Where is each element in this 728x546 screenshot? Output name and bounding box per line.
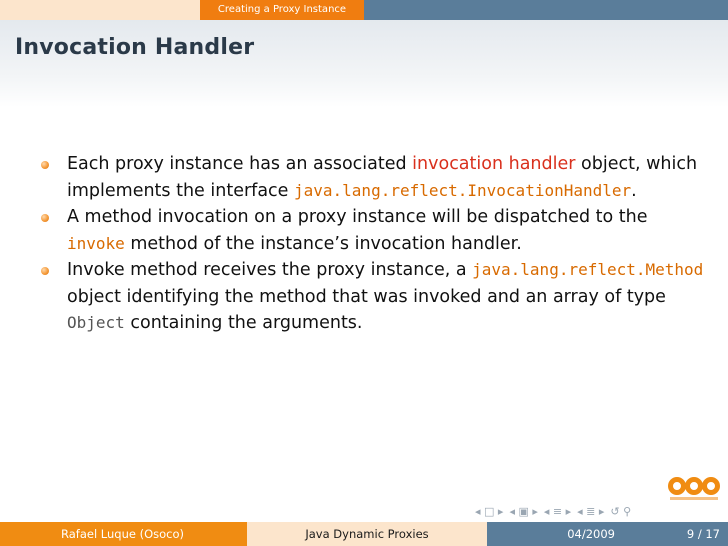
highlight-text: invocation handler [412, 154, 576, 174]
bullet-item [38, 257, 708, 337]
bullet-text: A method invocation on a proxy instance will be dispatched to the [67, 207, 648, 227]
footer-right [487, 522, 728, 546]
bullet-text: method of the instance’s invocation handler. [124, 233, 522, 254]
bullet-text: . [631, 180, 637, 201]
nav-prev-icon[interactable]: ◂ ▣ ▸ [509, 505, 538, 518]
bullet-icon [41, 161, 49, 169]
osoco-logo [668, 472, 720, 502]
code-text: java.lang.reflect.InvocationHandler [294, 180, 632, 200]
section-title[interactable]: Creating a Proxy Instance [200, 0, 364, 20]
footer [0, 522, 728, 546]
bullet-icon [41, 267, 49, 275]
bullet-text: object identifying the method that was invoked and an array of type [67, 286, 666, 307]
code-text: java.lang.reflect.Method [472, 260, 704, 279]
logo-circle [668, 477, 686, 495]
top-navigation-bar [0, 0, 728, 20]
footer-date: 04/2009 [567, 527, 615, 541]
bullet-icon [41, 214, 49, 222]
footer-page-number: 9 / 17 [686, 527, 720, 541]
code-text: Object [67, 313, 125, 332]
title-fade [0, 77, 728, 107]
bullet-text: Invoke method receives the proxy instance, a [67, 260, 473, 280]
bullet-text: Each proxy instance has an associated [67, 154, 413, 174]
search-icon[interactable]: ↺ ⚲ [610, 505, 632, 518]
beamer-navigation [475, 505, 631, 518]
footer-talk-title: Java Dynamic Proxies [247, 522, 487, 546]
title-band [0, 20, 728, 77]
bullet-text: containing the arguments. [124, 313, 363, 333]
bullet-list [38, 151, 708, 337]
nav-next-icon[interactable]: ◂ ≡ ▸ [543, 505, 572, 518]
logo-bar [670, 497, 718, 500]
nav-first-icon[interactable]: ◂ □ ▸ [475, 505, 504, 518]
slide-title: Invocation Handler [15, 35, 255, 60]
footer-author: Rafael Luque (Osoco) [0, 522, 247, 546]
topbar-right-segment [364, 0, 728, 20]
logo-circle [685, 477, 703, 495]
code-text: invoke [67, 233, 125, 253]
topbar-left-segment [0, 0, 200, 20]
logo-circle [702, 477, 720, 495]
bullet-item [38, 204, 708, 257]
nav-last-icon[interactable]: ◂ ≣ ▸ [577, 505, 605, 518]
bullet-item [38, 151, 708, 204]
bullet-text: object, which implements the interface [67, 154, 698, 201]
